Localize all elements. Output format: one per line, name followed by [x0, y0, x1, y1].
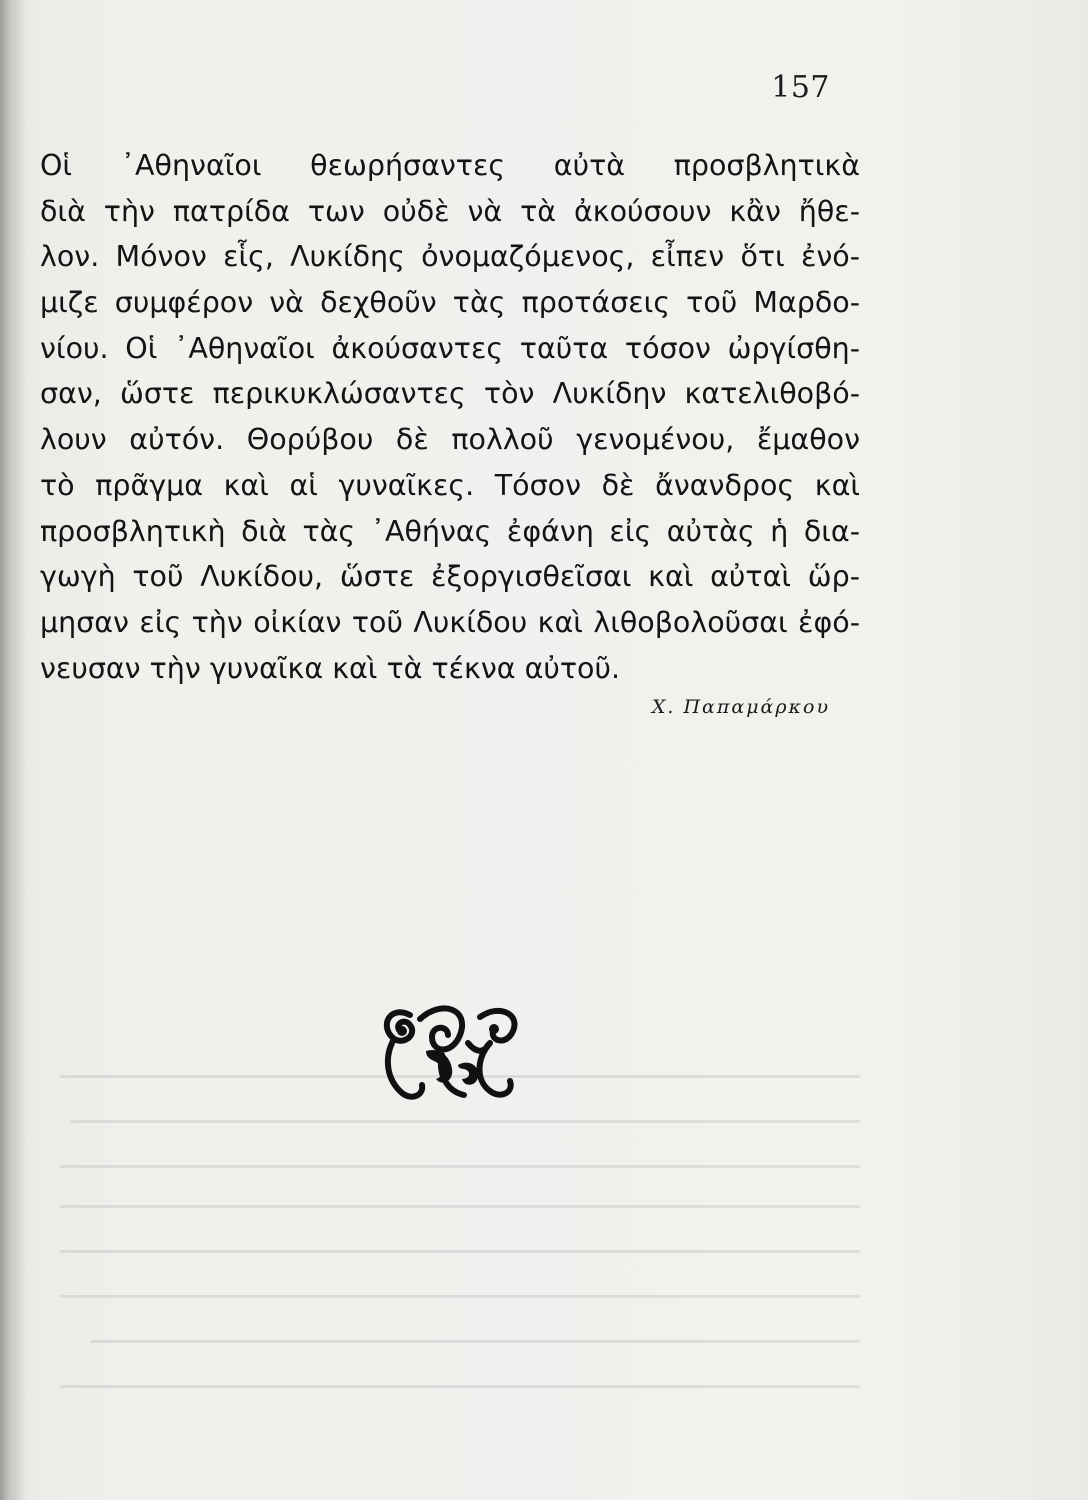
- bleed-line: [60, 1165, 860, 1168]
- text-line: λουν αὐτόν. Θορύβου δὲ πολλοῦ γενομένου, ἔμαθον: [40, 423, 860, 457]
- text-line: σαν, ὥστε περικυκλώσαντες τὸν Λυκίδην κατελιθοβό-: [40, 377, 860, 411]
- text-line: διὰ τὴν πατρίδα των οὐδὲ νὰ τὰ ἀκούσουν κἂν ἤθε-: [40, 194, 860, 228]
- text-line: τὸ πρᾶγμα καὶ αἱ γυναῖκες. Τόσον δὲ ἄνανδρος καὶ: [40, 468, 860, 502]
- bleed-line: [60, 1205, 860, 1208]
- text-line: γωγὴ τοῦ Λυκίδου, ὥστε ἐξοργισθεῖσαι καὶ αὐταὶ ὥρ-: [40, 560, 860, 594]
- text-line: νίου. Οἱ ᾿Αθηναῖοι ἀκούσαντες ταῦτα τόσον ὠργίσθη-: [40, 331, 860, 365]
- bleed-line: [90, 1340, 860, 1343]
- bleed-line: [70, 1120, 860, 1123]
- text-line: Οἱ ᾿Αθηναῖοι θεωρήσαντες αὐτὰ προσβλητικὰ: [40, 149, 860, 182]
- bleed-line: [60, 1250, 860, 1253]
- body-text: [40, 143, 860, 691]
- text-line: μιζε συμφέρον νὰ δεχθοῦν τὰς προτάσεις τοῦ Μαρδο-: [40, 286, 860, 320]
- text-line: μησαν εἰς τὴν οἰκίαν τοῦ Λυκίδου καὶ λιθοβολοῦσαι ἐφό-: [40, 605, 860, 639]
- bleed-line: [60, 1295, 860, 1298]
- author-signature: Χ. Παπαμάρκου: [651, 696, 830, 718]
- text-line: νευσαν τὴν γυναῖκα καὶ τὰ τέκνα αὐτοῦ.: [40, 651, 621, 685]
- page-number: 157: [771, 70, 830, 105]
- text-line: προσβλητικὴ διὰ τὰς ᾿Αθήνας ἐφάνη εἰς αὐτὰς ἡ δια-: [40, 514, 860, 548]
- bleed-line: [60, 1385, 860, 1388]
- decorative-ornament-icon: [372, 995, 532, 1105]
- text-line: λον. Μόνον εἷς, Λυκίδης ὀνομαζόμενος, εἶπεν ὅτι ἐνό-: [40, 240, 860, 274]
